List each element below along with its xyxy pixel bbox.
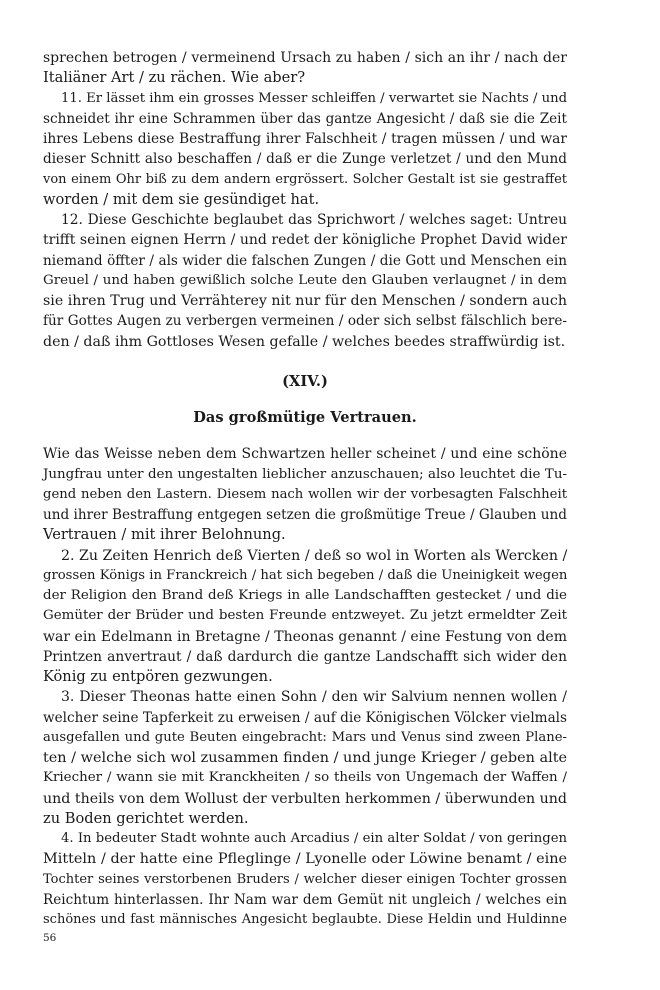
text-line: und theils von dem Wollust der verbulten herkommen / überwunden und — [43, 790, 567, 807]
text-line: Kriecher / wann sie mit Kranckheiten / so theils von Ungemach der Waffen / — [43, 770, 567, 786]
text-line: welcher seine Tapferkeit zu erweisen / auf die Königischen Völcker vielmals — [43, 709, 567, 726]
text-line: Tochter seines verstorbenen Bruders / welcher dieser einigen Tochter grossen — [43, 871, 567, 887]
text-line: 3. Dieser Theonas hatte einen Sohn / den wir Salvium nennen wollen / — [61, 689, 567, 706]
text-line: den / daß ihm Gottloses Wesen gefalle / welches beedes straffwürdig ist. — [43, 333, 566, 350]
text-line: 2. Zu Zeiten Henrich deß Vierten / deß so wol in Worten als Wercken / — [61, 547, 568, 564]
text-line: König zu entpören gezwungen. — [43, 668, 273, 685]
text-line: und ihrer Bestraffung entgegen setzen die großmütige Treue / Glauben und — [43, 507, 567, 523]
text-line: 11. Er lässet ihm ein grosses Messer schleiffen / verwartet sie Nachts / und — [61, 90, 568, 106]
text-line: niemand öffter / als wider die falschen Zungen / die Gott und Menschen ein — [43, 252, 567, 269]
text-line: 4. In bedeuter Stadt wohnte auch Arcadius / ein alter Soldat / von geringen — [61, 831, 567, 846]
text-line: Printzen anvertraut / daß dardurch die gantze Landschafft sich wider den — [43, 648, 567, 665]
text-line: für Gottes Augen zu verbergen vermeinen / oder sich selbst fälschlich bere- — [43, 313, 567, 330]
text-line: sprechen betrogen / vermeinend Ursach zu haben / sich an ihr / nach der — [43, 50, 567, 66]
intro-paragraph — [43, 48, 567, 89]
book-page — [43, 48, 567, 930]
text-line: Greuel / und haben gewißlich solche Leute den Glauben verlaugnet / in dem — [43, 272, 567, 288]
text-line: Gemüter der Brüder und besten Freunde entzweyet. Zu jetzt ermeldter Zeit — [43, 608, 567, 624]
text-line: Reichtum hinterlassen. Ihr Nam war dem Gemüt nit ungleich / welches ein — [43, 891, 567, 908]
text-line: trifft seinen eignen Herrn / und redet der königliche Prophet David wider — [43, 232, 567, 249]
section-number: (XIV.) — [282, 372, 328, 390]
paragraph-1 — [43, 444, 567, 545]
paragraph-12 — [43, 210, 567, 352]
text-line: Italiäner Art / zu rächen. Wie aber? — [43, 69, 306, 87]
text-line: zu Boden gerichtet werden. — [43, 809, 249, 827]
paragraph-2 — [43, 546, 567, 688]
text-line: ten / welche sich wol zusammen finden / und junge Krieger / geben alte — [43, 750, 567, 766]
paragraph-4 — [43, 829, 567, 930]
text-line: schönes und fast männisches Angesicht beglaubte. Diese Heldin und Huldinne — [43, 912, 567, 927]
page-number: 56 — [43, 932, 57, 944]
text-line: war ein Edelmann in Bretagne / Theonas genannt / eine Festung von dem — [43, 628, 567, 645]
section-title: Das großmütige Vertrauen. — [193, 409, 417, 426]
text-line: Wie das Weisse neben dem Schwartzen heller scheinet / und eine schöne — [43, 446, 567, 463]
text-line: grossen Königs in Franckreich / hat sich begeben / daß die Uneinigkeit wegen — [43, 567, 568, 583]
text-line: worden / mit dem sie gesündiget hat. — [43, 190, 320, 208]
text-line: sie ihren Trug und Verrähterey nit nur für den Menschen / sondern auch — [43, 293, 567, 309]
text-line: ausgefallen und gute Beuten eingebracht: Mars und Venus sind zween Plane- — [43, 729, 567, 745]
paragraph-11 — [43, 89, 567, 211]
paragraph-3 — [43, 687, 567, 829]
text-line: Mitteln / der hatte eine Pfleglinge / Lyonelle oder Löwine benamt / eine — [43, 851, 567, 868]
text-line: 12. Diese Geschichte beglaubet das Sprichwort / welches saget: Untreu — [61, 212, 567, 228]
text-line: dieser Schnitt also beschaffen / daß er die Zunge verletzet / und den Mund — [43, 151, 567, 168]
text-line: gend neben den Lastern. Diesem nach wollen wir der vorbesagten Falschheit — [43, 486, 567, 502]
text-line: von einem Ohr biß zu dem andern ergrössert. Solcher Gestalt ist sie gestraffet — [43, 171, 567, 187]
text-line: ihres Lebens diese Bestraffung ihrer Falschheit / tragen müssen / und war — [43, 131, 567, 147]
text-line: Vertrauen / mit ihrer Belohnung. — [43, 526, 286, 544]
text-line: Jungfrau unter den ungestalten lieblicher anzuschauen; also leuchtet die Tu- — [43, 466, 567, 482]
text-line: der Religion den Brand deß Kriegs in alle Landschafften gestecket / und die — [43, 588, 567, 603]
text-line: schneidet ihr eine Schrammen über das gantze Angesicht / daß sie die Zeit — [43, 110, 567, 127]
